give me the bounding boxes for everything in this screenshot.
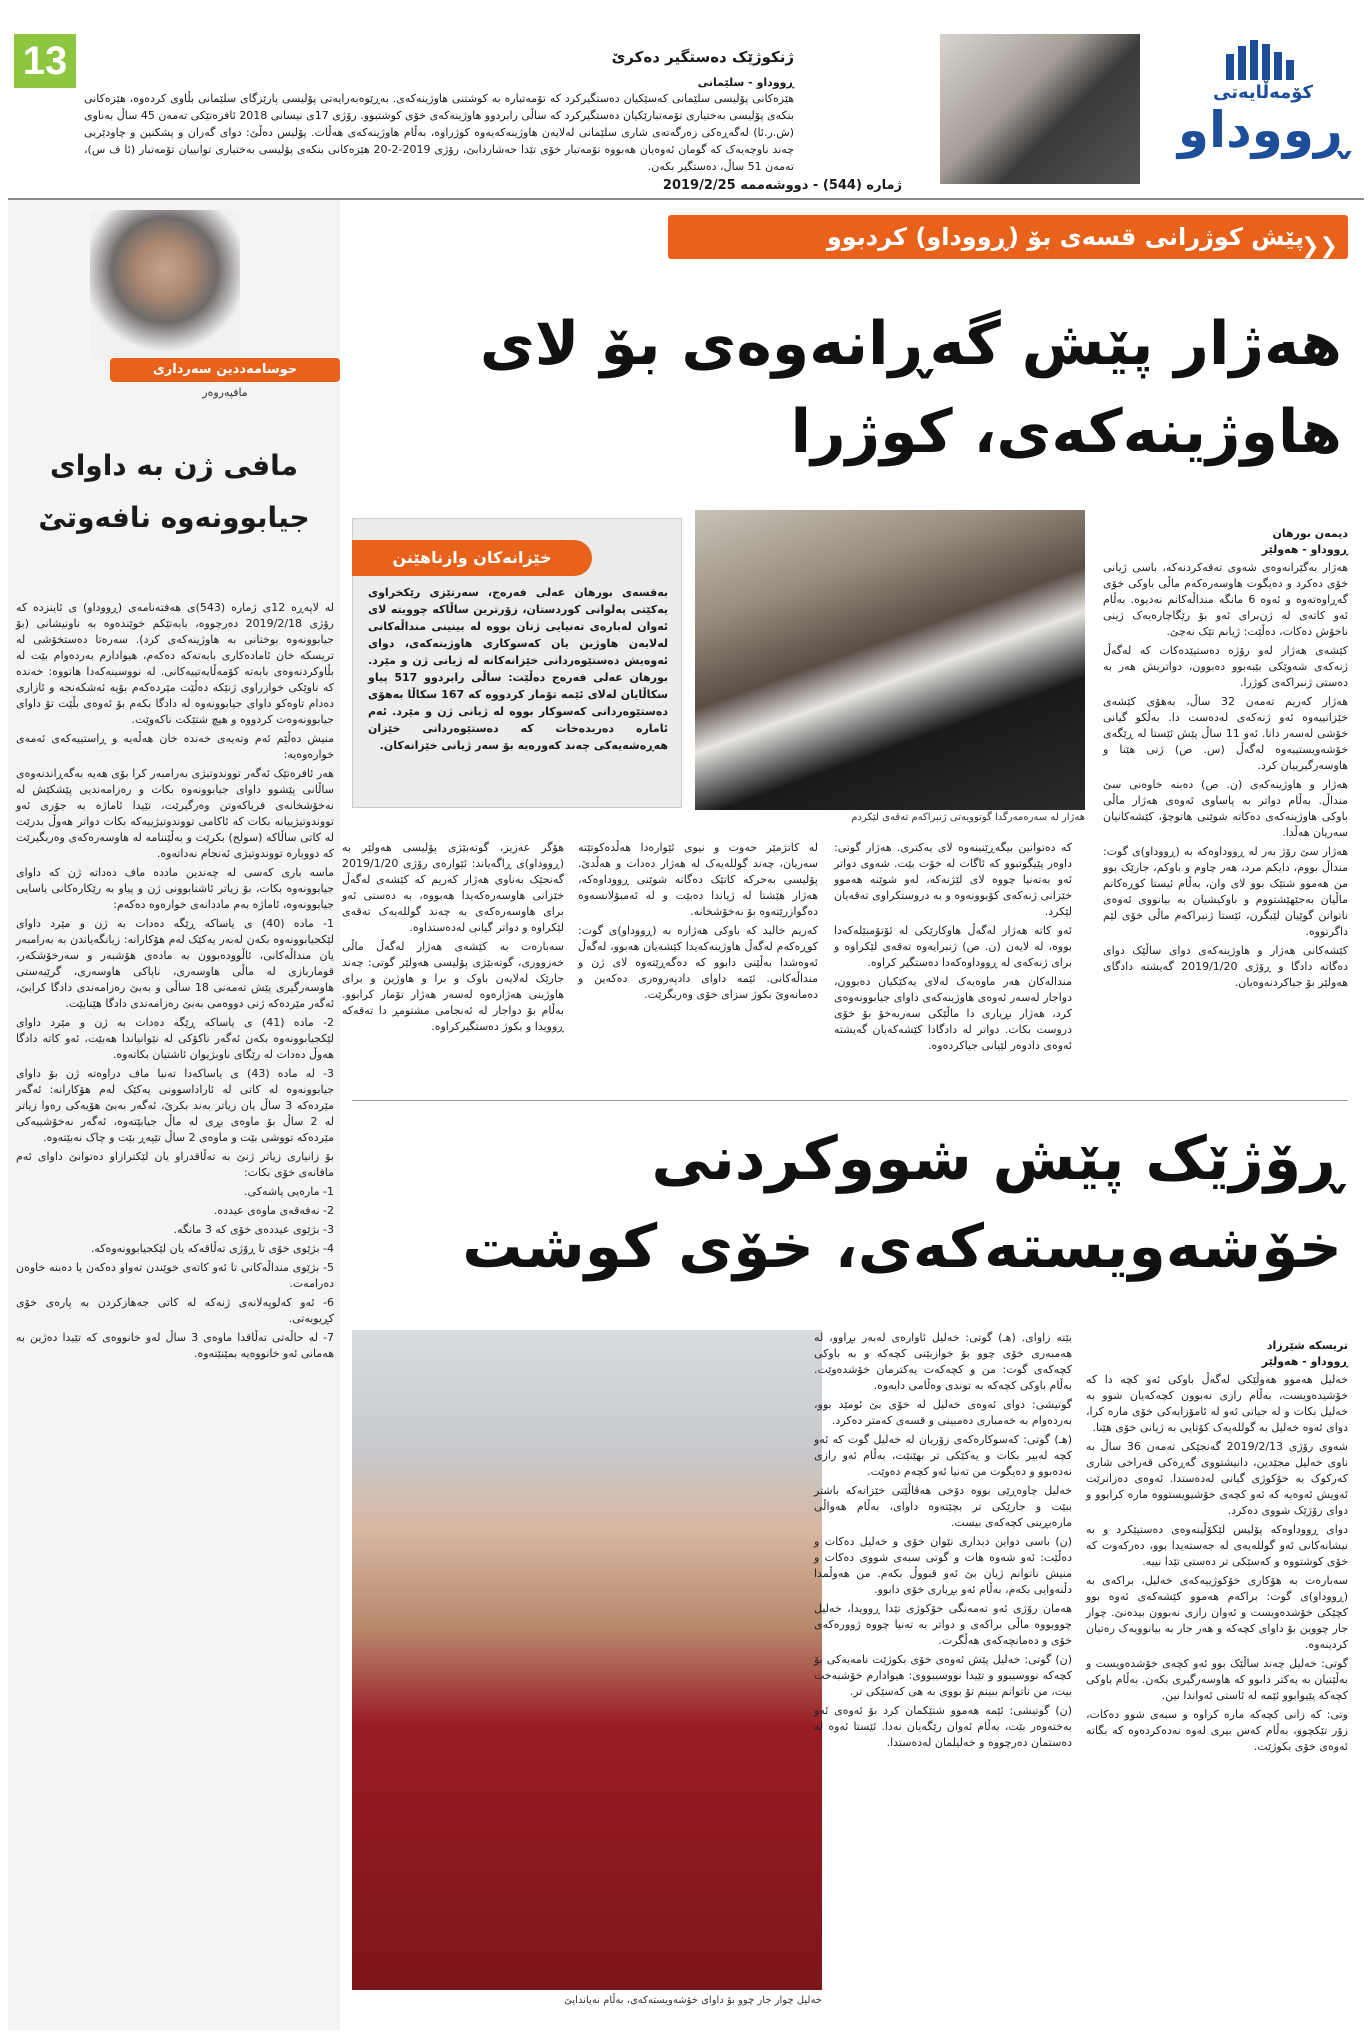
- divider: [352, 1100, 1348, 1101]
- paragraph: مندالەکان هەر ماوەیەک لەلای یەکێکیان دەبوون، دواجار لەسەر ئەوەی هاوژینەکەی داوای جیابوونەوەی کرد، هەژار بڕیاری دا ماڵێکی سەربەخۆ بۆ خۆی دروست بکات. دواتر لە دادگادا کێشەکەیان گەیشتە ئەوەی دادوەر لێیانی جیاکردەوە.: [834, 975, 1072, 1052]
- paragraph: لە کاتژمێر حەوت و نیوی ئێوارەدا هەڵدەکوتێتە سەریان، چەند گوللەیەک لە هەژار دەدات و هەڵدێ. پۆلیسی بەحرکە کاتێک دەگاتە شوێنی ڕووداوەکە، هەژار هێشتا لە ژیاندا دەبێت و لە ئەمبۆلانسەوە دەگوازرێتەوە بۆ نەخۆشخانە.: [578, 841, 818, 918]
- paragraph: دوای ڕووداوەکە پۆلیس لێکۆڵینەوەی دەستپێکرد و بە نیشانەکانی ئەو گوللەیەی لە جەستەیدا بوو، دەرکەوت کە خۆی کوشتووە و کەسێکی تر دەستی تێدا نییە.: [1086, 1523, 1348, 1568]
- article-1-column-2: [834, 840, 1072, 1110]
- paragraph: سەبارەت بە هۆکاری خۆکوژییەکەی خەلیل، براکەی بە (ڕووداو)ی گوت: براکەم هەموو کێشەکەی ئەوە بوو کچێکی خۆشدەویست و ئەوان رازی نەبوون بیدەنێ. چوار جار چووین بۆ داوای کچەکە و هەر جار بە بیانوویەک رەتیان کردینەوە.: [1086, 1574, 1348, 1651]
- paragraph: لە لاپەڕە 12ی ژمارە (543)ی هەفتەنامەی (ڕووداو) ی ئاینزدە کە رۆژی 2019/2/18 دەرچووە، بابەتێکم خوێندەوە بە ناونیشانی (بۆ جیابوونەوە بوختانی بە هاوژینەکەی کرد). سەرەتا دەستخۆشی لە تریسکە خان ئامادەکاری بابەتەکە دەکەم، هیوادارم بەردەوام بێت لە بڵاوکردنەوەی بابەتە کۆمەڵایەتییەکانی. لە نووسینەکەدا هاتووە: خەندە کە ناوێکی خوازراوی ژنێکە دەڵێت مێردەکەم بۆیە ئەشکەنجە و ئازاری دەدام تاوەکو داوای جیابوونەوە لە دادگا بکەم بۆ ئەوەی بڵێت تۆ داوای جیابوونەوەت کردووە و هیچ شتێکت ناکەوێت.: [16, 601, 335, 726]
- paragraph: سەبارەت بە کێشەی هەژار لەگەڵ ماڵی خەزووری، گوتەبێژی پۆلیسی هەولێر گوتی: چەند جارێک لەلایەن باوک و برا و هاوژین و برای هاوژینی هەژارەوە لەسەر هەژار تۆمار کرابوو. بەڵام بۆ دواجار لە ئەنجامی مشتومڕ دا تەقەکە ڕوویدا و بکوژ دەستگیرکراوە.: [342, 940, 564, 1033]
- chevron-left-icon: ❮❮: [1301, 234, 1338, 259]
- paragraph: 3- بژێوی عیددەی خۆی کە 3 مانگە.: [173, 1223, 334, 1236]
- byline-name: تریسکە شێرزاد: [1266, 1339, 1348, 1352]
- paragraph: 2- نەفەقەی ماوەی عیددە.: [213, 1204, 334, 1217]
- paragraph: خەلیل چاوەڕێی بووە دۆخی هەڤاڵێتی خێزانەکە باشتر ببێت و جارێکی تر بچێتەوە داوای، بەڵام هەواڵی مارەبڕینی کچەکەی بیست.: [814, 1484, 1072, 1529]
- opinion-body: [16, 600, 334, 1365]
- paragraph: (ن) گوتی: خەلیل پێش ئەوەی خۆی بکوژێت نامەیەکی بۆ کچەکە نووسیبوو و تێیدا نووسیبووی: هیوادارم خۆشبەخت بیت، من ناتوانم ببینم تۆ بووی بە هی کەسێکی تر.: [814, 1653, 1072, 1698]
- paragraph: کە دەتوانین بیگەڕێنینەوە لای یەکتری. هەژار گوتی: داوەر پێیگوتبوو کە ئاگات لە خۆت بێت. شەوی دواتر ئەو بەتەنیا چووە لای لێژنەکە، لەو شوێنە هەموو خێزانی ژنەکەی کۆبوونەوە و بە دروستکراوی تەقەیان لێکرد.: [834, 841, 1072, 918]
- paragraph: ئەو کاتە هەژار لەگەڵ هاوکارێکی لە ئۆتۆمبێلەکەدا بووە، لە لایەن (ن. ص) ژنبرایەوە تەقەی لێکراوە و برای ژنەکەی لە ڕووداوەکەدا دەستگیر کراوە.: [834, 924, 1072, 969]
- brief-title: ژنکوژێک دەستگیر دەکرێ: [611, 48, 794, 66]
- article-2-column-1: [1086, 1372, 1348, 2028]
- sidebar-box-text: بەقسەی بورهان عەلی فەرەج، سەرتێزی رێکخراوی یەکێتی پەلوانی کوردستان، زۆرترین ساڵاکە چوویتە لای ئەوان لەبارەی تەنیایی ژنان بووە لە بینینی منداڵەکانی لەلایەن هاوژین یان کەسوکاری هاوژینەکەی، دوای ئەوەیش دەستێوەردانی خێزانەکانە لە ژیانی ژن و مێرد. بورهان عەلی فەرەج دەڵێت: ساڵی رابردوو 517 پیاو سکاڵایان لەلای ئێمە تۆمار کردووە کە 167 سکاڵا بەهۆی دەستێوەردانی کەسوکار بووە لە ژیانی ژن و مێرد. ئەم ئامارە دەریدەخات کە دەستێوەردانی خێزان هەڕەشەیەکی چەند کەورەیە بۆ سەر ژیانی خێزانەکان.: [368, 586, 668, 752]
- article-1-column-4: [342, 840, 564, 1110]
- byline-place: ڕووداو - هەولێر: [1261, 543, 1348, 556]
- headline-article-2: ڕۆژێک پێش شووکردنی خۆشەویستەکەی، خۆی کوشت: [462, 1124, 1342, 1282]
- paragraph: بێتە زاوای. (هـ) گوتی: خەلیل ئاوارەی لەبەر بڕاوو، لە هەمبەری خۆی چوو بۆ خوازبێنی کچەکە و بە باوکی کچەکەی گوت: من و کچەکەت یەکترمان خۆشدەوێت. بەڵام باوکی کچەکە بە توندی وەڵامی دایەوە.: [814, 1331, 1072, 1392]
- byline-name: دیمەن بورهان: [1272, 527, 1348, 540]
- paragraph: کێشەکانی هەژار و هاوژینەکەی دوای ساڵێک دوای دەگاتە دادگا و ڕۆژی 2019/1/20 گەیشتە دادگای هەولێر بۆ جیاکردنەوەیان.: [1103, 944, 1348, 989]
- page-number: 13: [14, 34, 76, 88]
- paragraph: هەمان رۆژی ئەو تەمەنگی خۆکوژی تێدا ڕوویدا، خەلیل چووبووە ماڵی براکەی و دواتر بە تەنیا چووە ژوورەکەی خۆی و دەمانچەکەی هەڵگرت.: [814, 1602, 1072, 1647]
- byline-article-2: [1088, 1338, 1348, 1370]
- paragraph: هەژار سێ رۆژ بەر لە ڕووداوەکە بە (ڕووداو)ی گوت: منداڵ بووم، دایکم مرد، هەر چاوم و باوکم، جارێک بوو من هەموو شتێک بوو لای وان، بەڵام ئیستا کوڕەکانم ماڵیان بەجێهێشتووم و باوکیشیان بە بیانووی ئەوەی ناتوانن گوێیان لێبگرن، ئێستا ژنبراکەم ماڵی خۆی لێم داگرتووە.: [1103, 845, 1348, 938]
- article-1-column-3: [578, 840, 818, 1110]
- brief-byline: ڕووداو - سلێمانی: [697, 76, 794, 89]
- paragraph: (هـ) گوتی: کەسوکارەکەی زۆریان لە خەلیل گوت کە ئەو کچە لەبیر بکات و یەکێکی تر بهێنێت، بەڵام ئەو رازی نەدەبوو و دەیگوت من تەنیا ئەو کچەم دەوێت.: [814, 1433, 1072, 1478]
- paragraph: شەوی رۆژی 2019/2/13 گەنجێکی تەمەن 36 ساڵ بە ناوی خەلیل مجێدین، دانیشتووی گەڕەکی قەراخی شاری کەرکوک بە خۆکوژی گیانی لەدەستدا. ئەوەی دەزانرێت ئەویش ئەوەیە کە ئەو کچەی خۆشیویستووە مارە کرابوو و دوای رۆژێک شووی دەکرد.: [1086, 1440, 1348, 1517]
- brand-name: ڕووداو: [1177, 101, 1348, 159]
- paragraph: 2- مادە (41) ی یاساکە ڕێگە دەدات بە ژن و مێرد داوای لێکجیابوونەوە بکەن ئەگەر ناکۆکی لە نێوانیاندا هەبێت، ئەو کاتە دادگا هەوڵ دەدات لە رێگای ناوبژیوان ئاشتیان بکاتەوە.: [16, 1016, 334, 1061]
- author-role: مافپەروەر: [202, 386, 248, 399]
- paragraph: (ن) گوتیشی: ئێمە هەموو شتێکمان کرد بۆ ئەوەی ئەو بەختەوەر بێت، بەڵام ئەوان رێگەیان نەدا. ئێستا ئەوە لە دەستمان دەرچووە و خەلیلمان لەدەستدا.: [814, 1704, 1072, 1749]
- paragraph: هەژار بەگێرانەوەی شەوی تەقەکردنەکە، باسی ژیانی خۆی دەکرد و دەیگوت هاوسەرەکەم ماڵی باوکی خۆی گەڕاوەتەوە و ئەوە 6 مانگە منداڵەکانم نەدیوە. بەڵام ئەو کاتەی لە ژن‌برای ئەو بۆ رێگاچارەیەک ژینی ناخۆش دەکات، دەڵێت: ژیانم تێک نەچێ.: [1103, 561, 1348, 638]
- kicker-text: پێش کوژرانی قسەی بۆ (ڕووداو) کردبوو: [826, 223, 1304, 251]
- article-1-column-1: [1103, 560, 1348, 1120]
- paragraph: گوتی: خەلیل چەند ساڵێک بوو ئەو کچەی خۆشدەویست و بەڵێنیان بە یەکتر دابوو کە هاوسەرگیری بکەن. بەڵام باوکی کچەکە پێیوابوو ئێمە لە ئاستی ئەواندا نین.: [1086, 1657, 1348, 1702]
- masthead-logo: [1177, 36, 1348, 159]
- paragraph: 4- بژێوی خۆی تا ڕۆژی تەڵاقەکە یان لێکجیابوونەوەکە.: [90, 1242, 334, 1255]
- paragraph: 7- لە حاڵەتی تەڵاقدا ماوەی 3 ساڵ لەو خانووەی کە تێیدا دەژین بە هەمانی ئەو خانووەیە بمێنێتەوە.: [16, 1331, 335, 1360]
- headline-article-1: هەژار پێش گەڕانەوەی بۆ لای هاوژینەکەی، کوژرا: [479, 309, 1342, 467]
- byline-place: ڕووداو - هەولێر: [1261, 1355, 1348, 1368]
- paragraph: هۆگر عەزیز، گوتەبێژی پۆلیسی هەولێر بە (ڕووداو)ی ڕاگەیاند: ئێوارەی رۆژی 2019/1/20 گەنجێک بەناوی هەژار کەریم کە کێشەی لەگەڵ خێزانی هاوسەرەکەیدا هەبووە، بە دەستی ئەو برای هاوسەرەکەی بە چەند گوللەیەک تەقەی لێکراوە و دواتر گیانی لەدەستداوە.: [342, 841, 564, 934]
- paragraph: منیش دەڵێم ئەم وتەیەی خەندە خان هەڵەیە و ڕاستییەکەی ئەمەی خوارەوەیە:: [16, 732, 334, 761]
- paragraph: 6- ئەو کەلوپەلانەی ژنەکە لە کاتی جەهازکردن بە پارەی خۆی کڕیویەتی.: [16, 1296, 334, 1325]
- brief-text: هێزەکانی پۆلیسی سلێمانی کەسێکیان دەستگیرکرد کە تۆمەتبارە بە کوشتنی هاوژینەکەی. بەڕێوەبەرایەتی پۆلیسی پارێزگای سلێمانی بڵاوی کردەوە، هێزەکانی بنکەی پۆلیسی بەختیاری تۆمەتبارێکیان دەستگیرکرد کە ساڵی رابردوو هاوژینەکەی خۆی کوشتبوو. رۆژی 17ی نیسانی 2018 ئافرەتێکی تەمەن 45 ساڵ بەناوی (ش.ر.ئا) لەگەڕەکی زەرگەتەی شاری سلێمانی لەلایەن هاوژینەکەیەوە کوژراوە، بەڵام هاوژینەکەی هەڵات. پۆلیس دەڵێ: دوای گەران و پشکنین و چاودێریی چەند ناوچەیەک کە گومان ئەوەیان ھەبووە تۆمەتبار خۆی تێدا حەشاردابێ، رۆژی 2019-2-20 هێزەکانی بنکەی پۆلیسی بەختیاری توانییان تۆمەتبار (ئا ف س)، تەمەن 51 ساڵ، دەستگیر بکەن.: [84, 92, 794, 173]
- paragraph: کەریم خالید کە باوکی هەژارە بە (ڕووداو)ی گوت: کوڕەکەم لەگەڵ هاوژینەکەیدا کێشەیان هەبوو، لەگەڵ ئەوەشدا بەڵێنی دابوو کە دەگەڕێتەوە لای ژن و منداڵەکانی. ئێمە داوای دادپەروەری دەکەین و دەمانەوێ بکوژ سزای خۆی وەربگرێت.: [578, 924, 818, 1001]
- photo-caption: هەژار لە سەرەمەرگدا گوتوویەتی ژنبراکەم تەقەی لێکردم: [851, 812, 1085, 823]
- author-portrait: [90, 210, 240, 360]
- paragraph: وتی: کە زانی کچەکە مارە کراوە و سبەی شوو دەکات، زۆر تێکچوو، بەڵام کەس بیری لەوە نەدەکردەوە کە بگاتە ئەوەی خۆی بکوژێت.: [1086, 1708, 1348, 1753]
- article-2-column-2: [814, 1330, 1072, 2028]
- paragraph: خەلیل هەموو هەوڵێکی لەگەڵ باوکی ئەو کچە دا کە خۆشیدەویست، بەڵام رازی نەبوون کچەکەیان شوو بە خەلیل بکات و لە جیاتی ئەو لە ئامۆزایەکی خۆی مارە کرا، دوای ئەوە خەلیل بە گوللەیەک کۆتایی بە ژیانی خۆی هێنا.: [1086, 1373, 1348, 1434]
- paragraph: ماسە باری کەسی لە چەندین ماددە ماف دەداتە ژن کە داوای جیابوونەوە بکات، بۆ زیاتر ئاشنابوونی ژن و پیاو بە رێکارەکانی یاسایی جیابوونەوە، ئاماژە بەم ماددانەی خوارەوە دەکەم:: [16, 866, 334, 911]
- section-name: کۆمەڵایەتی: [1213, 82, 1313, 103]
- paragraph: (ن) باسی دواین دیداری نێوان خۆی و خەلیل دەکات و دەڵێت: ئەو شەوە هات و گوتی سبەی شووی دەکات و منیش ناتوانم ژیان بێ ئەو قبووڵ بکەم. من هەوڵمدا دڵنەوایی بکەم، بەڵام ئەو بڕیاری خۆی دابوو.: [814, 1535, 1072, 1596]
- author-name: حوسامەددین سەرداری: [110, 358, 340, 382]
- opinion-title: مافی ژن بە داوای جیابوونەوە نافەوتێ: [38, 449, 310, 534]
- paragraph: هەژار و هاوژینەکەی (ن. ص) دەبنە خاوەنی سێ منداڵ. بەڵام دواتر بە پاساوی ئەوەی هەژار ماڵی باوکی هاوژینەکەی دەکاتە شوێنی هاتوچۆ، کێشەکانیان سەریان هەڵدا.: [1103, 778, 1348, 839]
- photo-caption: خەلیل چوار جار چوو بۆ داوای خۆشەویستەکەی، بەڵام نەیاندایێ: [564, 1995, 822, 2006]
- paragraph: 3- لە مادە (43) ی یاساکەدا تەنیا ماف دراوەتە ژن بۆ داوای جیابوونەوە لە کاتی لە ئاراداسوونی یەکێک لەم هۆکارانە: ئەگەر مێردەکە 3 ساڵ یان زیاتر بەند بکرێ، ئەگەر بەبێ هۆیەکی رەوا زیاتر لە 2 ساڵ بۆ ماوەی بڕی لە ماڵ جیابێتەوە، ئەگەر نەخۆشییەکی مێردەکە تووشی بێت و ماوەی 2 ساڵ تێپەڕ بێت و چاک نەبێتەوە.: [16, 1067, 335, 1144]
- sunburst-icon: [1218, 36, 1308, 82]
- paragraph: هەر ئافرەتێک ئەگەر تووندوتیژی بەرامبەر کرا بۆی هەیە بەگەڕاندنەوەی ساڵانی پێشوو داوای جیابوونەوە بکات و رەزامەندیی پێشکێش لە نەخۆشخانەی فریاکەوتن وەرگیرێت، تێیدا ئاماژە بە جۆری ئەو تووندوتیژییانە بکات کە ئاکامی تووندوتیژییەکە بکات دواتر هەوڵ بدرێت لە کاتی ساڵاکە (سولح) بکرێت و بەڵێننامە لە هاوسەرەکەی وەربگیرێت کە دووبارە تووندوتیژی ئەنجام نەداتەوە.: [16, 767, 334, 860]
- kicker-banner: [668, 215, 1348, 259]
- subject-photo: [352, 1330, 822, 1990]
- paragraph: 1- مادە (40) ی یاساکە ڕێگە دەدات بە ژن و مێرد داوای لێکجیابوونەوە بکەن لەبەر یەکێک لەم هۆکارانە: زیانگەیاندن بە بەرامبەر یان منداڵەکانی، ئاڵوودەبوون بە مادەی هۆشبەر و سەرخۆشکەر، قوماربازی لە ماڵی هاوسەری، ناپاکی هاوسەری، گرێبەستی هاوسەرگیری پێش تەمەنی 18 ساڵی و بەبێ رەزامەندی دادگا کرابێ، ئەگەر مێردەکە ژنی دووەمی بەبێ رەزامەندی دادگا هێنابێت.: [16, 917, 334, 1010]
- paragraph: 1- مارەیی پاشەکی.: [244, 1185, 334, 1198]
- paragraph: بۆ زانیاری زیاتر ژنێ بە تەڵاقدراو یان لێکترازاو دەتوانێ داوای ئەم مافانەی خۆی بکات:: [16, 1150, 334, 1179]
- victim-photo: [695, 510, 1085, 810]
- issue-date: ژمارە (544) - دووشەممە 2019/2/25: [662, 178, 902, 193]
- paragraph: 5- بژێوی منداڵەکانی تا ئەو کاتەی خوێندن تەواو دەکەن یا دەبنە خاوەن دەرامەت.: [16, 1261, 334, 1290]
- handcuffs-photo: [940, 34, 1140, 184]
- paragraph: گوتیشی: دوای ئەوەی خەلیل لە خۆی بێ ئومێد بوو، بەردەوام بە خەمباری دەمبینی و قسەی کەمتر دەکرد.: [814, 1398, 1072, 1427]
- paragraph: کێشەی هەژار لەو رۆژە دەستپێدەکات کە لەگەڵ ژنەکەی شەوێکی بێبەبوو دەبوون، دواتریش هەر بە دەستی ژنبراکەی کوژرا.: [1103, 644, 1348, 689]
- sidebar-box-title: خێزانەکان وازناهێنن: [352, 540, 592, 576]
- byline-article-1: [1108, 526, 1348, 558]
- paragraph: هەژار کەریم تەمەن 32 ساڵ، بەهۆی کێشەی خێزانییەوە ئەو ژنەکەی لەدەست دا. بەڵکو گیانی خۆشی لەسەر دانا. ئەو 11 ساڵ پێش ئێستا لە ڕێگەی خۆشەویستییەوە لەگەڵ (س. ص) ژنی هێنا و هاوسەرگیرییان کرد.: [1103, 695, 1348, 772]
